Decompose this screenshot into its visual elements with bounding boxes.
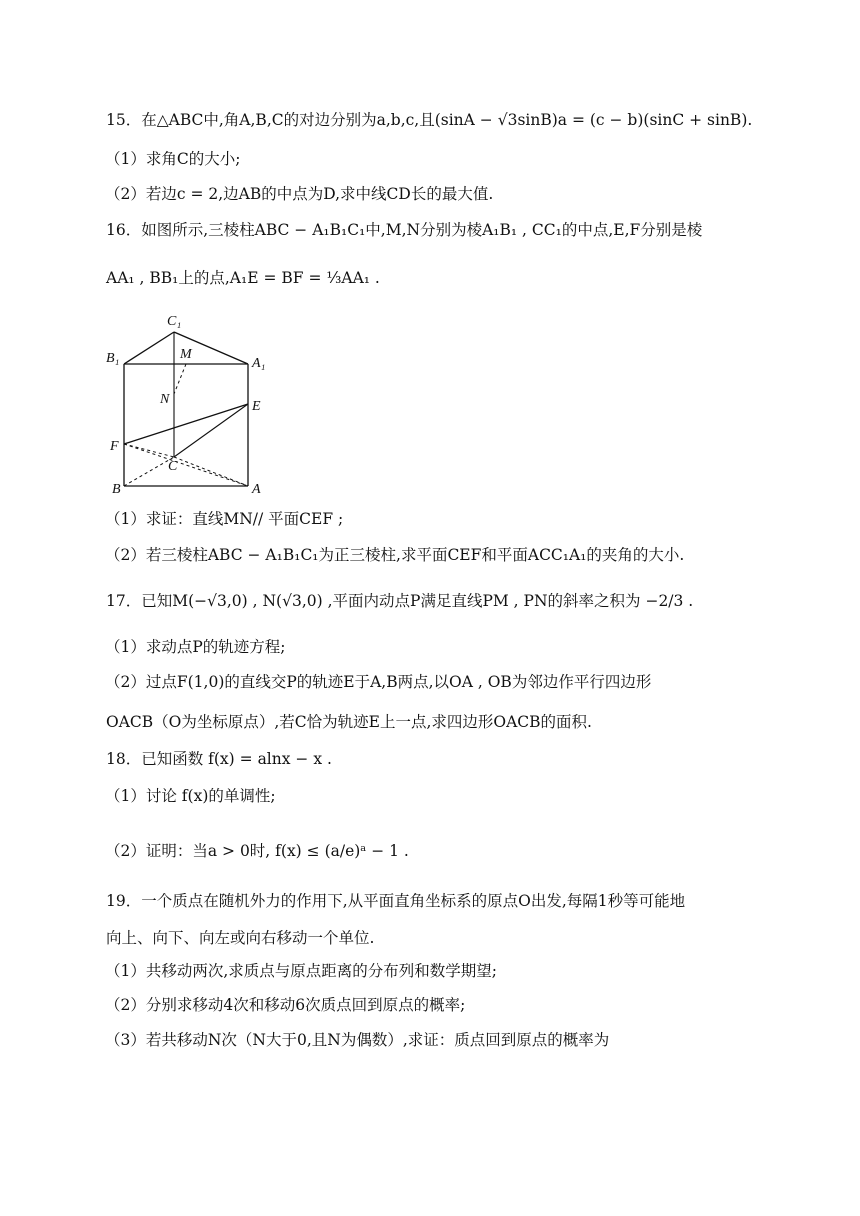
problem-15-part-2: （2）若边c = 2,边AB的中点为D,求中线CD长的最大值. (105, 185, 494, 203)
edge-b1-c1 (124, 332, 174, 364)
problem-18-statement: 18．已知函数 f(x) = alnx − x . (106, 750, 332, 768)
label-b: B (112, 482, 121, 497)
label-n: N (160, 392, 170, 407)
segment-f-e (124, 404, 248, 444)
problem-19-statement: 19．一个质点在随机外力的作用下,从平面直角坐标系的原点O出发,每隔1秒等可能地 (106, 892, 686, 910)
label-a1: A₁ (252, 356, 266, 371)
label-e: E (252, 399, 261, 414)
edge-b-c (124, 457, 174, 486)
problem-17-part-1: （1）求动点P的轨迹方程; (105, 638, 286, 656)
problem-19-part-1: （1）共移动两次,求质点与原点距离的分布列和数学期望; (105, 962, 498, 980)
prism-diagram (104, 310, 274, 500)
segment-c-e (174, 404, 248, 457)
label-a: A (252, 482, 261, 497)
problem-19-statement-cont: 向上、向下、向左或向右移动一个单位. (106, 929, 375, 947)
label-f: F (110, 439, 119, 454)
problem-19-part-2: （2）分别求移动4次和移动6次质点回到原点的概率; (105, 996, 466, 1014)
label-b1: B₁ (106, 351, 120, 366)
problem-16-condition: AA₁ , BB₁上的点,A₁E = BF = ⅓AA₁ . (106, 269, 380, 287)
problem-15-statement: 15．在△ABC中,角A,B,C的对边分别为a,b,c,且(sinA − √3sinB)a = (c − b)(sinC + sinB). (106, 111, 753, 129)
problem-17-statement: 17．已知M(−√3,0) , N(√3,0) ,平面内动点P满足直线PM , PN的斜率之积为 −2/3 . (106, 592, 694, 610)
problem-17-part-2-cont: OACB（O为坐标原点）,若C恰为轨迹E上一点,求四边形OACB的面积. (106, 713, 592, 731)
prism-figure (104, 310, 274, 500)
segment-m-n (174, 364, 186, 394)
problem-15-part-1: （1）求角C的大小; (105, 150, 241, 168)
problem-16-part-1: （1）求证：直线MN// 平面CEF ; (105, 510, 344, 528)
problem-16-statement: 16．如图所示,三棱柱ABC − A₁B₁C₁中,M,N分别为棱A₁B₁ , CC₁的中点,E,F分别是棱 (106, 221, 703, 239)
problem-17-part-2: （2）过点F(1,0)的直线交P的轨迹E于A,B两点,以OA , OB为邻边作平行四边形 (105, 673, 652, 691)
problem-18-part-1: （1）讨论 f(x)的单调性; (105, 787, 276, 805)
problem-19-part-3: （3）若共移动N次（N大于0,且N为偶数）,求证：质点回到原点的概率为 (105, 1031, 610, 1049)
label-m: M (180, 347, 192, 362)
edge-c-a (174, 457, 248, 486)
label-c: C (168, 459, 178, 474)
label-c1: C₁ (167, 314, 182, 329)
problem-18-part-2: （2）证明：当a > 0时, f(x) ≤ (a/e)ᵃ − 1 . (105, 842, 409, 860)
segment-f-c (124, 444, 174, 457)
problem-16-part-2: （2）若三棱柱ABC − A₁B₁C₁为正三棱柱,求平面CEF和平面ACC₁A₁的夹角的大小. (105, 546, 685, 564)
segment-f-a (124, 444, 248, 486)
